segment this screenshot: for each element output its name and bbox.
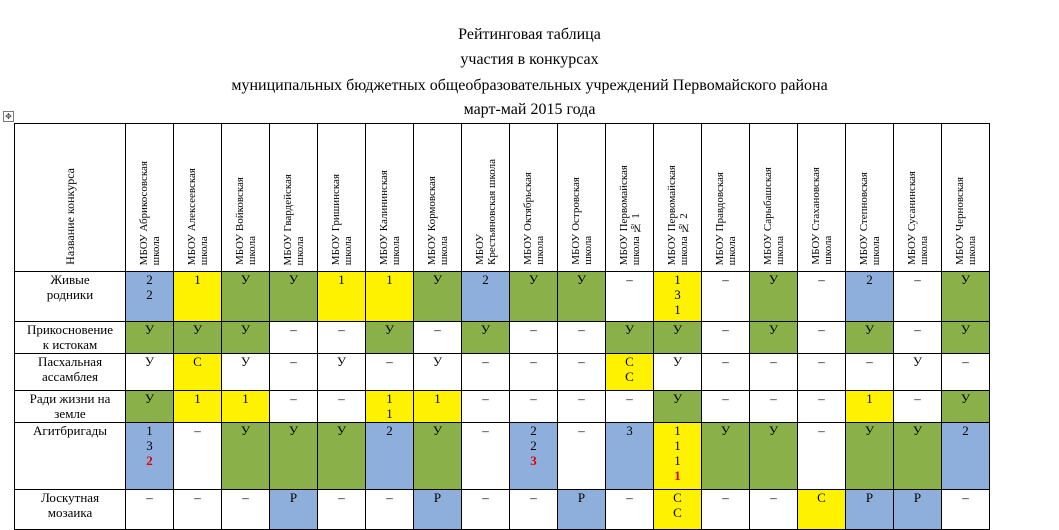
column-header — [942, 124, 990, 272]
table-cell: – — [606, 490, 654, 530]
table-cell: С С — [606, 354, 654, 391]
column-header-label: МБОУ Октябрьская школа — [521, 172, 546, 265]
table-cell: – — [270, 391, 318, 423]
table-cell: – — [750, 354, 798, 391]
column-header-label: МБОУ Гвардейская школа — [281, 173, 306, 265]
table-cell: У — [654, 354, 702, 391]
table-cell: У — [270, 423, 318, 490]
table-cell: – — [702, 490, 750, 530]
table-cell: У — [174, 322, 222, 354]
table-cell: У — [222, 272, 270, 322]
column-header-label: МБОУ Абрикосовская школа — [137, 160, 162, 265]
column-header-label: МБОУ Правдовская школа — [713, 171, 738, 265]
table-body — [15, 272, 990, 530]
table-cell: – — [894, 391, 942, 423]
table-row — [15, 423, 990, 490]
table-cell: 1 — [366, 272, 414, 322]
table-cell: – — [270, 322, 318, 354]
table-cell: У — [942, 272, 990, 322]
corner-header — [15, 124, 126, 272]
column-header-label: МБОУ Островская школа — [569, 177, 594, 265]
column-header — [270, 124, 318, 272]
table-cell: – — [510, 322, 558, 354]
cell-value: 2 2 — [530, 423, 537, 453]
table-cell: – — [558, 423, 606, 490]
table-cell: – — [366, 490, 414, 530]
table-cell: – — [126, 490, 174, 530]
table-cell: – — [942, 354, 990, 391]
table-cell: У — [894, 354, 942, 391]
table-cell: У — [414, 272, 462, 322]
table-cell: – — [510, 490, 558, 530]
table-cell: – — [702, 322, 750, 354]
column-header-label: МБОУ Войковская школа — [233, 176, 258, 265]
table-cell: – — [750, 391, 798, 423]
row-label: Агитбригады — [15, 423, 126, 490]
cell-value-highlight: 3 — [530, 453, 537, 468]
table-cell: – — [558, 322, 606, 354]
table-cell: С — [174, 354, 222, 391]
table-cell: – — [798, 322, 846, 354]
table-cell: – — [318, 322, 366, 354]
table-cell: У — [318, 423, 366, 490]
table-cell: У — [846, 322, 894, 354]
table-cell: – — [462, 391, 510, 423]
column-header-label: МБОУ Алексеевская школа — [185, 167, 210, 265]
table-cell: – — [702, 354, 750, 391]
column-header — [750, 124, 798, 272]
table-cell: С — [798, 490, 846, 530]
column-header-label: МБОУ Кормовская школа — [425, 175, 450, 265]
table-cell: 1 — [318, 272, 366, 322]
table-cell: – — [798, 391, 846, 423]
title-line-3: муниципальных бюджетных общеобразовательных учреждений Первомайского района — [231, 77, 828, 94]
table-cell: – — [318, 490, 366, 530]
table-cell: 2 — [366, 423, 414, 490]
cell-value: 1 1 1 — [674, 423, 681, 468]
column-header — [894, 124, 942, 272]
table-cell: – — [366, 354, 414, 391]
table-row — [15, 322, 990, 354]
corner-label: Название конкурса — [63, 168, 77, 265]
row-label: Лоскутная мозаика — [15, 490, 126, 530]
column-header-label: МБОУ Крестьяновская школа — [473, 158, 498, 265]
table-cell: – — [270, 354, 318, 391]
title-line-4: март-май 2015 года — [463, 101, 596, 118]
table-cell: 1 — [174, 391, 222, 423]
table-row — [15, 490, 990, 530]
column-header — [126, 124, 174, 272]
table-cell: У — [750, 272, 798, 322]
table-cell: У — [942, 391, 990, 423]
table-cell: У — [414, 354, 462, 391]
table-row — [15, 391, 990, 423]
table-cell: – — [942, 490, 990, 530]
table-cell — [654, 423, 702, 490]
column-header-label: МБОУ Сарыбашская школа — [761, 167, 786, 265]
table-cell: – — [798, 423, 846, 490]
column-header — [798, 124, 846, 272]
column-header — [318, 124, 366, 272]
row-label: Ради жизни на земле — [15, 391, 126, 423]
column-header-label: МБОУ Первомайская школа № 2 — [665, 164, 690, 265]
table-cell: У — [222, 322, 270, 354]
table-cell: 2 — [942, 423, 990, 490]
table-cell: – — [702, 272, 750, 322]
table-cell: У — [366, 322, 414, 354]
column-header-label: МБОУ Черновская школа — [953, 177, 978, 265]
table-cell: – — [750, 490, 798, 530]
table-cell: 1 — [414, 391, 462, 423]
table-cell: – — [462, 423, 510, 490]
column-header — [174, 124, 222, 272]
table-cell: – — [510, 354, 558, 391]
table-cell: У — [846, 423, 894, 490]
title-line-2: участия в конкурсах — [460, 51, 599, 68]
table-cell: У — [702, 423, 750, 490]
row-label: Прикосновение к истокам — [15, 322, 126, 354]
column-header — [510, 124, 558, 272]
table-cell: – — [462, 490, 510, 530]
column-header — [414, 124, 462, 272]
table-cell: – — [894, 322, 942, 354]
table-cell: У — [510, 272, 558, 322]
table-cell: 1 — [174, 272, 222, 322]
table-cell: У — [462, 322, 510, 354]
table-cell: – — [606, 272, 654, 322]
table-cell: Р — [894, 490, 942, 530]
table-cell: Р — [414, 490, 462, 530]
table-cell: 1 — [222, 391, 270, 423]
table-cell: У — [654, 391, 702, 423]
column-header — [558, 124, 606, 272]
table-row — [15, 354, 990, 391]
column-header — [366, 124, 414, 272]
table-cell: – — [798, 354, 846, 391]
table-cell: – — [798, 272, 846, 322]
table-cell: – — [510, 391, 558, 423]
column-header — [846, 124, 894, 272]
column-header — [606, 124, 654, 272]
table-cell: Р — [558, 490, 606, 530]
table-cell: Р — [270, 490, 318, 530]
table-cell: 2 — [846, 272, 894, 322]
table-cell: 1 1 — [366, 391, 414, 423]
table-cell: 2 — [462, 272, 510, 322]
table-cell: У — [942, 322, 990, 354]
table-cell: – — [558, 354, 606, 391]
table-cell: – — [894, 272, 942, 322]
table-cell: – — [222, 490, 270, 530]
column-header — [222, 124, 270, 272]
column-header-label: МБОУ Стахановская школа — [809, 167, 834, 265]
table-header-row — [15, 124, 990, 272]
column-header — [654, 124, 702, 272]
row-label: Пасхальная ассамблея — [15, 354, 126, 391]
table-cell: – — [606, 391, 654, 423]
title-line-1: Рейтинговая таблица — [458, 26, 601, 43]
column-header — [462, 124, 510, 272]
column-header-label: МБОУ Калининская школа — [377, 169, 402, 265]
cell-value-highlight: 2 — [146, 453, 153, 468]
table-cell: У — [558, 272, 606, 322]
table-cell: У — [750, 322, 798, 354]
table-cell — [510, 423, 558, 490]
cell-value: 1 3 — [146, 423, 153, 453]
table-cell: У — [222, 354, 270, 391]
column-header — [702, 124, 750, 272]
table-cell: – — [462, 354, 510, 391]
table-cell: У — [126, 391, 174, 423]
table-cell: У — [750, 423, 798, 490]
column-header-label: МБОУ Первомайская школа № 1 — [617, 164, 642, 265]
column-header-label: МБОУ Степновская школа — [857, 171, 882, 265]
row-label: Живые родники — [15, 272, 126, 322]
table-cell: – — [318, 391, 366, 423]
table-cell: У — [654, 322, 702, 354]
table-cell: – — [558, 391, 606, 423]
table-cell: У — [126, 354, 174, 391]
table-move-handle-icon[interactable]: ✥ — [3, 111, 14, 122]
table-cell: – — [174, 490, 222, 530]
table-cell — [126, 423, 174, 490]
rating-table — [14, 123, 990, 530]
table-cell: С С — [654, 490, 702, 530]
table-cell: У — [606, 322, 654, 354]
table-cell: 3 — [606, 423, 654, 490]
table-cell: У — [414, 423, 462, 490]
table-cell: У — [894, 423, 942, 490]
table-cell: У — [126, 322, 174, 354]
cell-value-highlight: 1 — [674, 468, 681, 483]
table-row — [15, 272, 990, 322]
table-cell: – — [702, 391, 750, 423]
table-cell: 1 3 1 — [654, 272, 702, 322]
table-cell: – — [174, 423, 222, 490]
table-cell: У — [318, 354, 366, 391]
column-header-label: МБОУ Сусанинская школа — [905, 170, 930, 265]
table-cell: Р — [846, 490, 894, 530]
table-cell: У — [222, 423, 270, 490]
table-cell: У — [270, 272, 318, 322]
table-cell: 1 — [846, 391, 894, 423]
table-cell: 2 2 — [126, 272, 174, 322]
table-cell: – — [414, 322, 462, 354]
column-header-label: МБОУ Гришинская школа — [329, 173, 354, 265]
table-cell: – — [846, 354, 894, 391]
